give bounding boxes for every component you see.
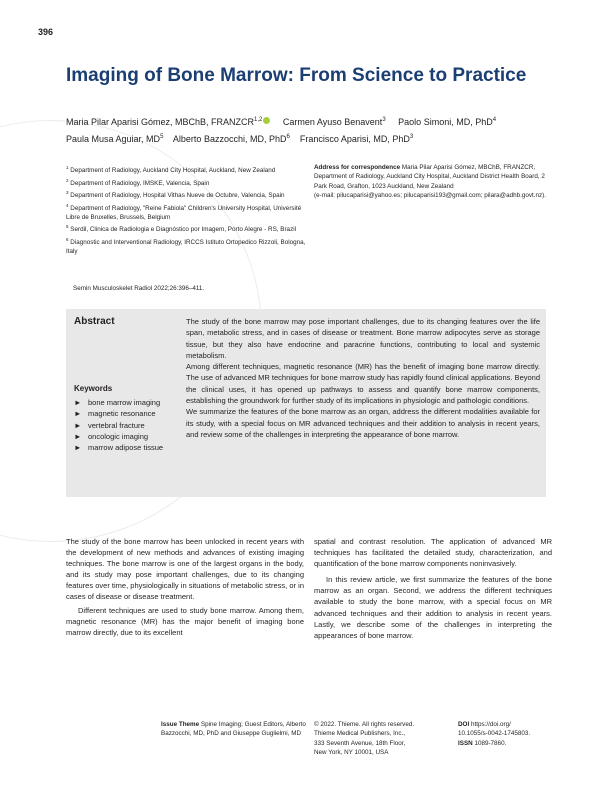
author-name[interactable]: Paula Musa Aguiar, MD [66, 134, 161, 144]
keyword-item: ► vertebral fracture [74, 420, 145, 430]
footer-doi [458, 720, 558, 748]
keyword-item: ► marrow adipose tissue [74, 443, 164, 453]
journal-citation: Semin Musculoskelet Radiol 2022;26:396–411. [73, 285, 205, 292]
keywords-heading: Keywords [74, 384, 113, 393]
author-affil-sup: 1,2 [254, 117, 263, 123]
issue-theme-label: Issue Theme [161, 721, 200, 728]
arrow-right-icon: ► [74, 431, 82, 441]
body-column-left [66, 536, 304, 638]
correspondence-address: Maria Pilar Aparisi Gómez, MBChB, FRANZCR, Department of Radiology, Auckland City Hospital, Auckland District Health Board, 2 Park Road, Grafton, 1023 Auckland, New Zealand [314, 164, 545, 190]
abstract-paragraph: Among different techniques, magnetic resonance (MR) has the benefit of imaging bone marrow directly. The use of advanced MR techniques for bone marrow study has rapidly found clinical applications. Beyond the clinical uses, it has opened up pathways to assess and quantify bone marrow components, establishing the groundwork for further study of its implications in physiologic and pathologic conditions. [186, 362, 540, 406]
affiliation-item: $^5$ Serdil, Clinica de Radiologia e Diagnóstico por Imagem, Porto Alegre - RS, Brazil [66, 224, 297, 234]
author-name[interactable]: Maria Pilar Aparisi Gómez, MBChB, FRANZCR [66, 117, 255, 127]
body-paragraph: The study of the bone marrow has been unlocked in recent years with the development of new methods and advances of existing imaging techniques. The bone marrow is one of the largest organs in the body, and its study may pose important challenges, due to its changing features over time, physiologically in situations of metabolic stress, or in cases of disease or disease treatment. [66, 537, 304, 602]
footer-publisher: © 2022. Thieme. All rights reserved. Thieme Medical Publishers, Inc., 333 Seventh Avenue, 18th Floor, New York, NY 10001, USA [314, 721, 415, 757]
keyword-item: ► magnetic resonance [74, 409, 156, 419]
body-paragraph: Different techniques are used to study bone marrow. Among them, magnetic resonance (MR) has the major benefit of imaging bone marrow directly, due to its excellent [66, 605, 304, 637]
abstract-paragraph: We summarize the features of the bone marrow as an organ, address the different modalities available for its study, with a special focus on MR advanced techniques and their addition to analysis in recent years, and review some of the challenges in interpreting the appearance of bone marrow. [186, 407, 540, 439]
abstract-heading: Abstract [74, 316, 115, 327]
keyword-item: ► oncologic imaging [74, 431, 149, 441]
correspondence-email[interactable]: (e-mail: pilucaparisi@yahoo.es; pilucaparisi193@gmail.com; pilara@adhb.govt.nz). [314, 192, 546, 200]
keywords-list [74, 397, 184, 453]
article-title: Imaging of Bone Marrow: From Science to Practice [66, 65, 527, 86]
author-name[interactable]: Paolo Simoni, MD, PhD [398, 117, 493, 127]
author-affil-sup: 6 [286, 134, 290, 140]
author-affil-sup: 4 [492, 117, 497, 123]
affiliation-item: $^3$ Department of Radiology, Hospital Vithas Nueve de Octubre, Valencia, Spain [66, 190, 285, 200]
body-column-right [314, 536, 552, 641]
keyword-item: ► bone marrow imaging [74, 398, 161, 407]
author-affil-sup: 5 [160, 134, 164, 140]
page-number: 396 [38, 27, 54, 37]
author-name[interactable]: Carmen Ayuso Benavent [282, 117, 383, 127]
body-paragraph: spatial and contrast resolution. The application of advanced MR techniques has facilitated the detailed study, characterization, and quantification of the bone marrow components noninvasively. [314, 537, 552, 569]
affiliations-list [66, 163, 306, 257]
arrow-right-icon: ► [74, 443, 82, 453]
author-line-2 [66, 130, 566, 147]
body-paragraph: In this review article, we first summarize the features of the bone marrow as an organ. Second, we address the different techniques available to study the bone marrow, with a special focus on MR advanced techniques and their addition to analysis in recent years. Lastly, we describe some of the challenges in interpreting the appearances of bone marrow. [314, 575, 552, 640]
doi-label: DOI [458, 721, 470, 728]
arrow-right-icon: ► [74, 409, 82, 419]
author-affil-sup: 3 [382, 117, 386, 123]
issn-value: 1089-7860. [474, 739, 507, 747]
author-line-1 [66, 113, 566, 130]
doi-id[interactable]: 10.1055/s-0042-1745803. [458, 730, 531, 738]
correspondence-block [314, 163, 554, 201]
affiliation-item: $^1$ Department of Radiology, Auckland City Hospital, Auckland, New Zealand [66, 165, 276, 175]
issue-theme-text: Spine Imaging; Guest Editors, Alberto Bazzocchi, MD, PhD and Giuseppe Guglielmi, MD [161, 721, 306, 738]
correspondence-label: Address for correspondence [314, 164, 401, 171]
orcid-icon[interactable] [263, 117, 270, 124]
issn-label: ISSN [458, 739, 473, 747]
doi-link[interactable]: https://doi.org/ [470, 721, 511, 728]
author-affil-sup: 3 [409, 134, 414, 140]
abstract-paragraph: The study of the bone marrow may pose important challenges, due to its changing features over the life span, metabolic stress, and in cases of disease or treatment. Bone marrow adipocytes serve as storage tissue, but they also have endocrine and paracrine functions, contributing to local and systemic metabolism. [186, 317, 540, 360]
affiliation-item: $^2$ Department of Radiology, IMSKE, Valencia, Spain [66, 177, 210, 187]
author-name[interactable]: Alberto Bazzocchi, MD, PhD [172, 134, 287, 144]
arrow-right-icon: ► [74, 398, 82, 407]
abstract-text [186, 316, 540, 440]
affiliation-item: $^4$ Department of Radiology, "Reine Fabiola" Children's University Hospital, Université Libre de Bruxelles, Brussels, Belgium [66, 202, 302, 221]
affiliation-item: $^6$ Diagnostic and Interventional Radiology, IRCCS Istituto Ortopedico Rizzoli, Bologna, Italy [66, 236, 306, 256]
arrow-right-icon: ► [74, 420, 82, 430]
footer-issue-theme [161, 720, 311, 739]
author-name[interactable]: Francisco Aparisi, MD, PhD [299, 134, 410, 144]
